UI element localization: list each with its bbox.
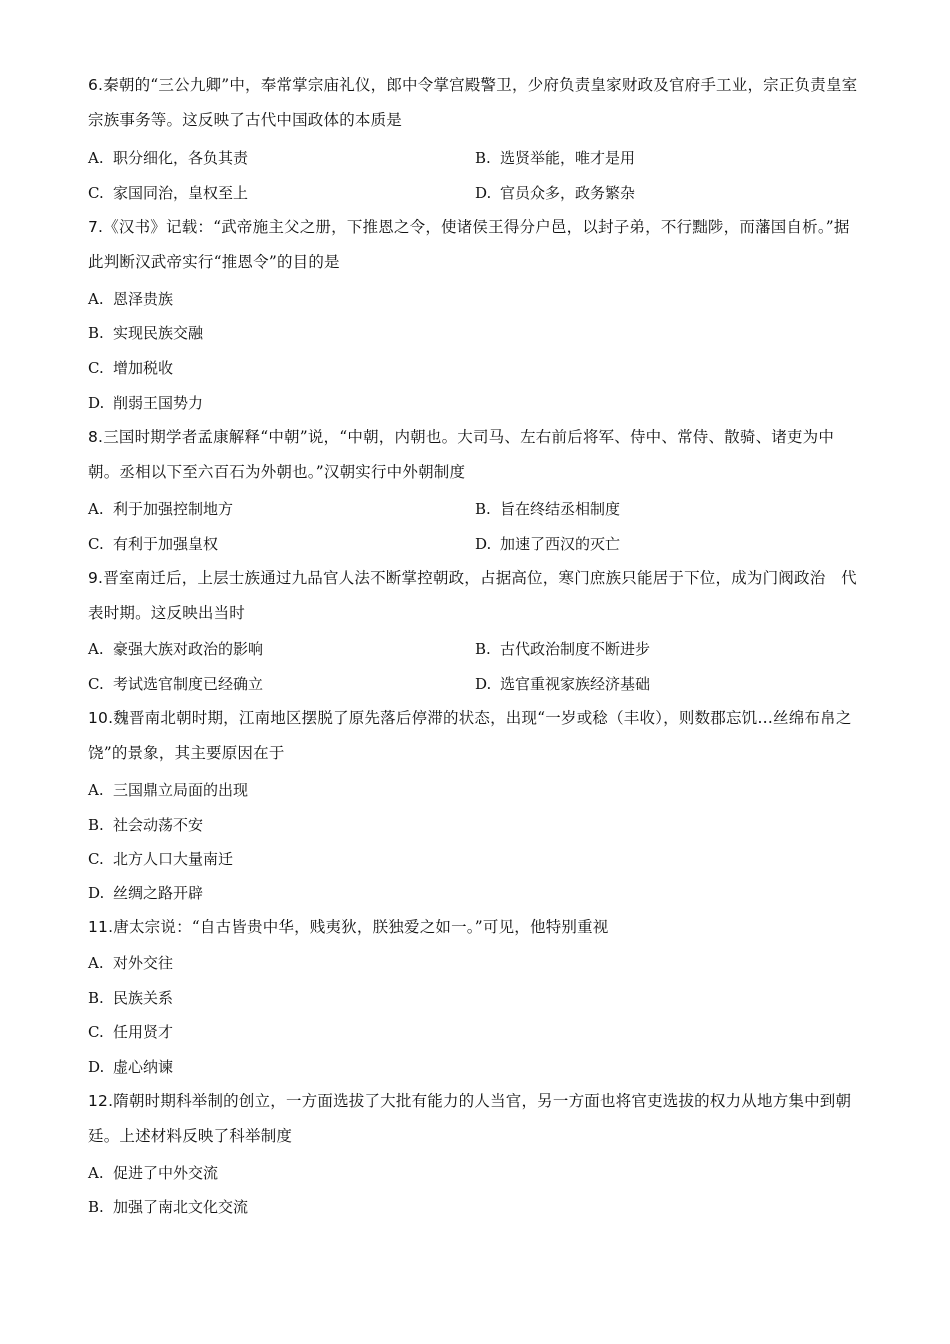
question-8-stem: [88, 420, 863, 490]
option-d: D. 虚心纳谏: [88, 1058, 174, 1076]
question-number: 9.: [88, 569, 104, 587]
question-text: 晋室南迁后，上层士族通过九品官人法不断掌控朝政，占据高位，寒门庶族只能居于下位，成为门阀政治 代表时期。这反映出当时: [88, 569, 857, 622]
option-a: A. 三国鼎立局面的出现: [88, 781, 249, 799]
option-b: B. 社会动荡不安: [88, 816, 204, 834]
option-a: A. 恩泽贵族: [88, 290, 174, 308]
question-text: 三国时期学者孟康解释“中朝”说，“中朝，内朝也。大司马、左右前后将军、侍中、常侍、散骑、诸吏为中朝。丞相以下至六百石为外朝也。”汉朝实行中外朝制度: [88, 428, 835, 481]
question-number: 6.: [88, 76, 104, 94]
option-b: B. 加强了南北文化交流: [88, 1198, 249, 1216]
question-6-stem: [88, 68, 863, 138]
option-c: C. 有利于加强皇权: [88, 535, 219, 553]
option-d: D. 加速了西汉的灭亡: [475, 535, 621, 553]
option-c: C. 考试选官制度已经确立: [88, 675, 264, 693]
option-a: A. 促进了中外交流: [88, 1164, 219, 1182]
option-b: B. 实现民族交融: [88, 324, 204, 342]
option-d: D. 削弱王国势力: [88, 394, 204, 412]
question-text: 《汉书》记载：“武帝施主父之册，下推恩之令，使诸侯王得分户邑，以封子弟，不行黜陟，而藩国自析。”据此判断汉武帝实行“推恩令”的目的是: [88, 218, 850, 271]
option-a: A. 利于加强控制地方: [88, 500, 234, 518]
question-text: 秦朝的“三公九卿”中，奉常掌宗庙礼仪，郎中令掌宫殿警卫，少府负责皇家财政及官府手工业，宗正负责皇室宗族事务等。这反映了古代中国政体的本质是: [88, 76, 858, 129]
question-number: 7.: [88, 218, 104, 236]
question-9-stem: [88, 561, 863, 631]
option-c: C. 增加税收: [88, 359, 174, 377]
question-11-stem: [88, 910, 863, 945]
option-d: D. 官员众多，政务繁杂: [475, 184, 636, 202]
option-a: A. 对外交往: [88, 954, 174, 972]
option-c: C. 任用贤才: [88, 1023, 174, 1041]
question-text: 唐太宗说：“自古皆贵中华，贱夷狄，朕独爱之如一。”可见，他特别重视: [113, 918, 609, 936]
question-text: 魏晋南北朝时期，江南地区摆脱了原先落后停滞的状态，出现“一岁或稔（丰收），则数郡忘饥…丝绵布帛之饶”的景象，其主要原因在于: [88, 709, 852, 762]
question-10-stem: [88, 701, 863, 771]
option-b: B. 旨在终结丞相制度: [475, 500, 621, 518]
option-a: A. 职分细化，各负其责: [88, 149, 249, 167]
question-12-stem: [88, 1084, 863, 1154]
option-d: D. 选官重视家族经济基础: [475, 675, 651, 693]
question-number: 8.: [88, 428, 104, 446]
option-c: C. 家国同治，皇权至上: [88, 184, 249, 202]
option-b: B. 选贤举能，唯才是用: [475, 149, 636, 167]
option-a: A. 豪强大族对政治的影响: [88, 640, 264, 658]
question-number: 12.: [88, 1092, 114, 1110]
question-7-stem: [88, 210, 863, 280]
option-b: B. 民族关系: [88, 989, 174, 1007]
option-b: B. 古代政治制度不断进步: [475, 640, 651, 658]
question-text: 隋朝时期科举制的创立，一方面选拔了大批有能力的人当官，另一方面也将官吏选拔的权力从地方集中到朝廷。上述材料反映了科举制度: [88, 1092, 852, 1145]
option-c: C. 北方人口大量南迁: [88, 850, 234, 868]
question-number: 11.: [88, 918, 114, 936]
option-d: D. 丝绸之路开辟: [88, 884, 204, 902]
question-number: 10.: [88, 709, 114, 727]
